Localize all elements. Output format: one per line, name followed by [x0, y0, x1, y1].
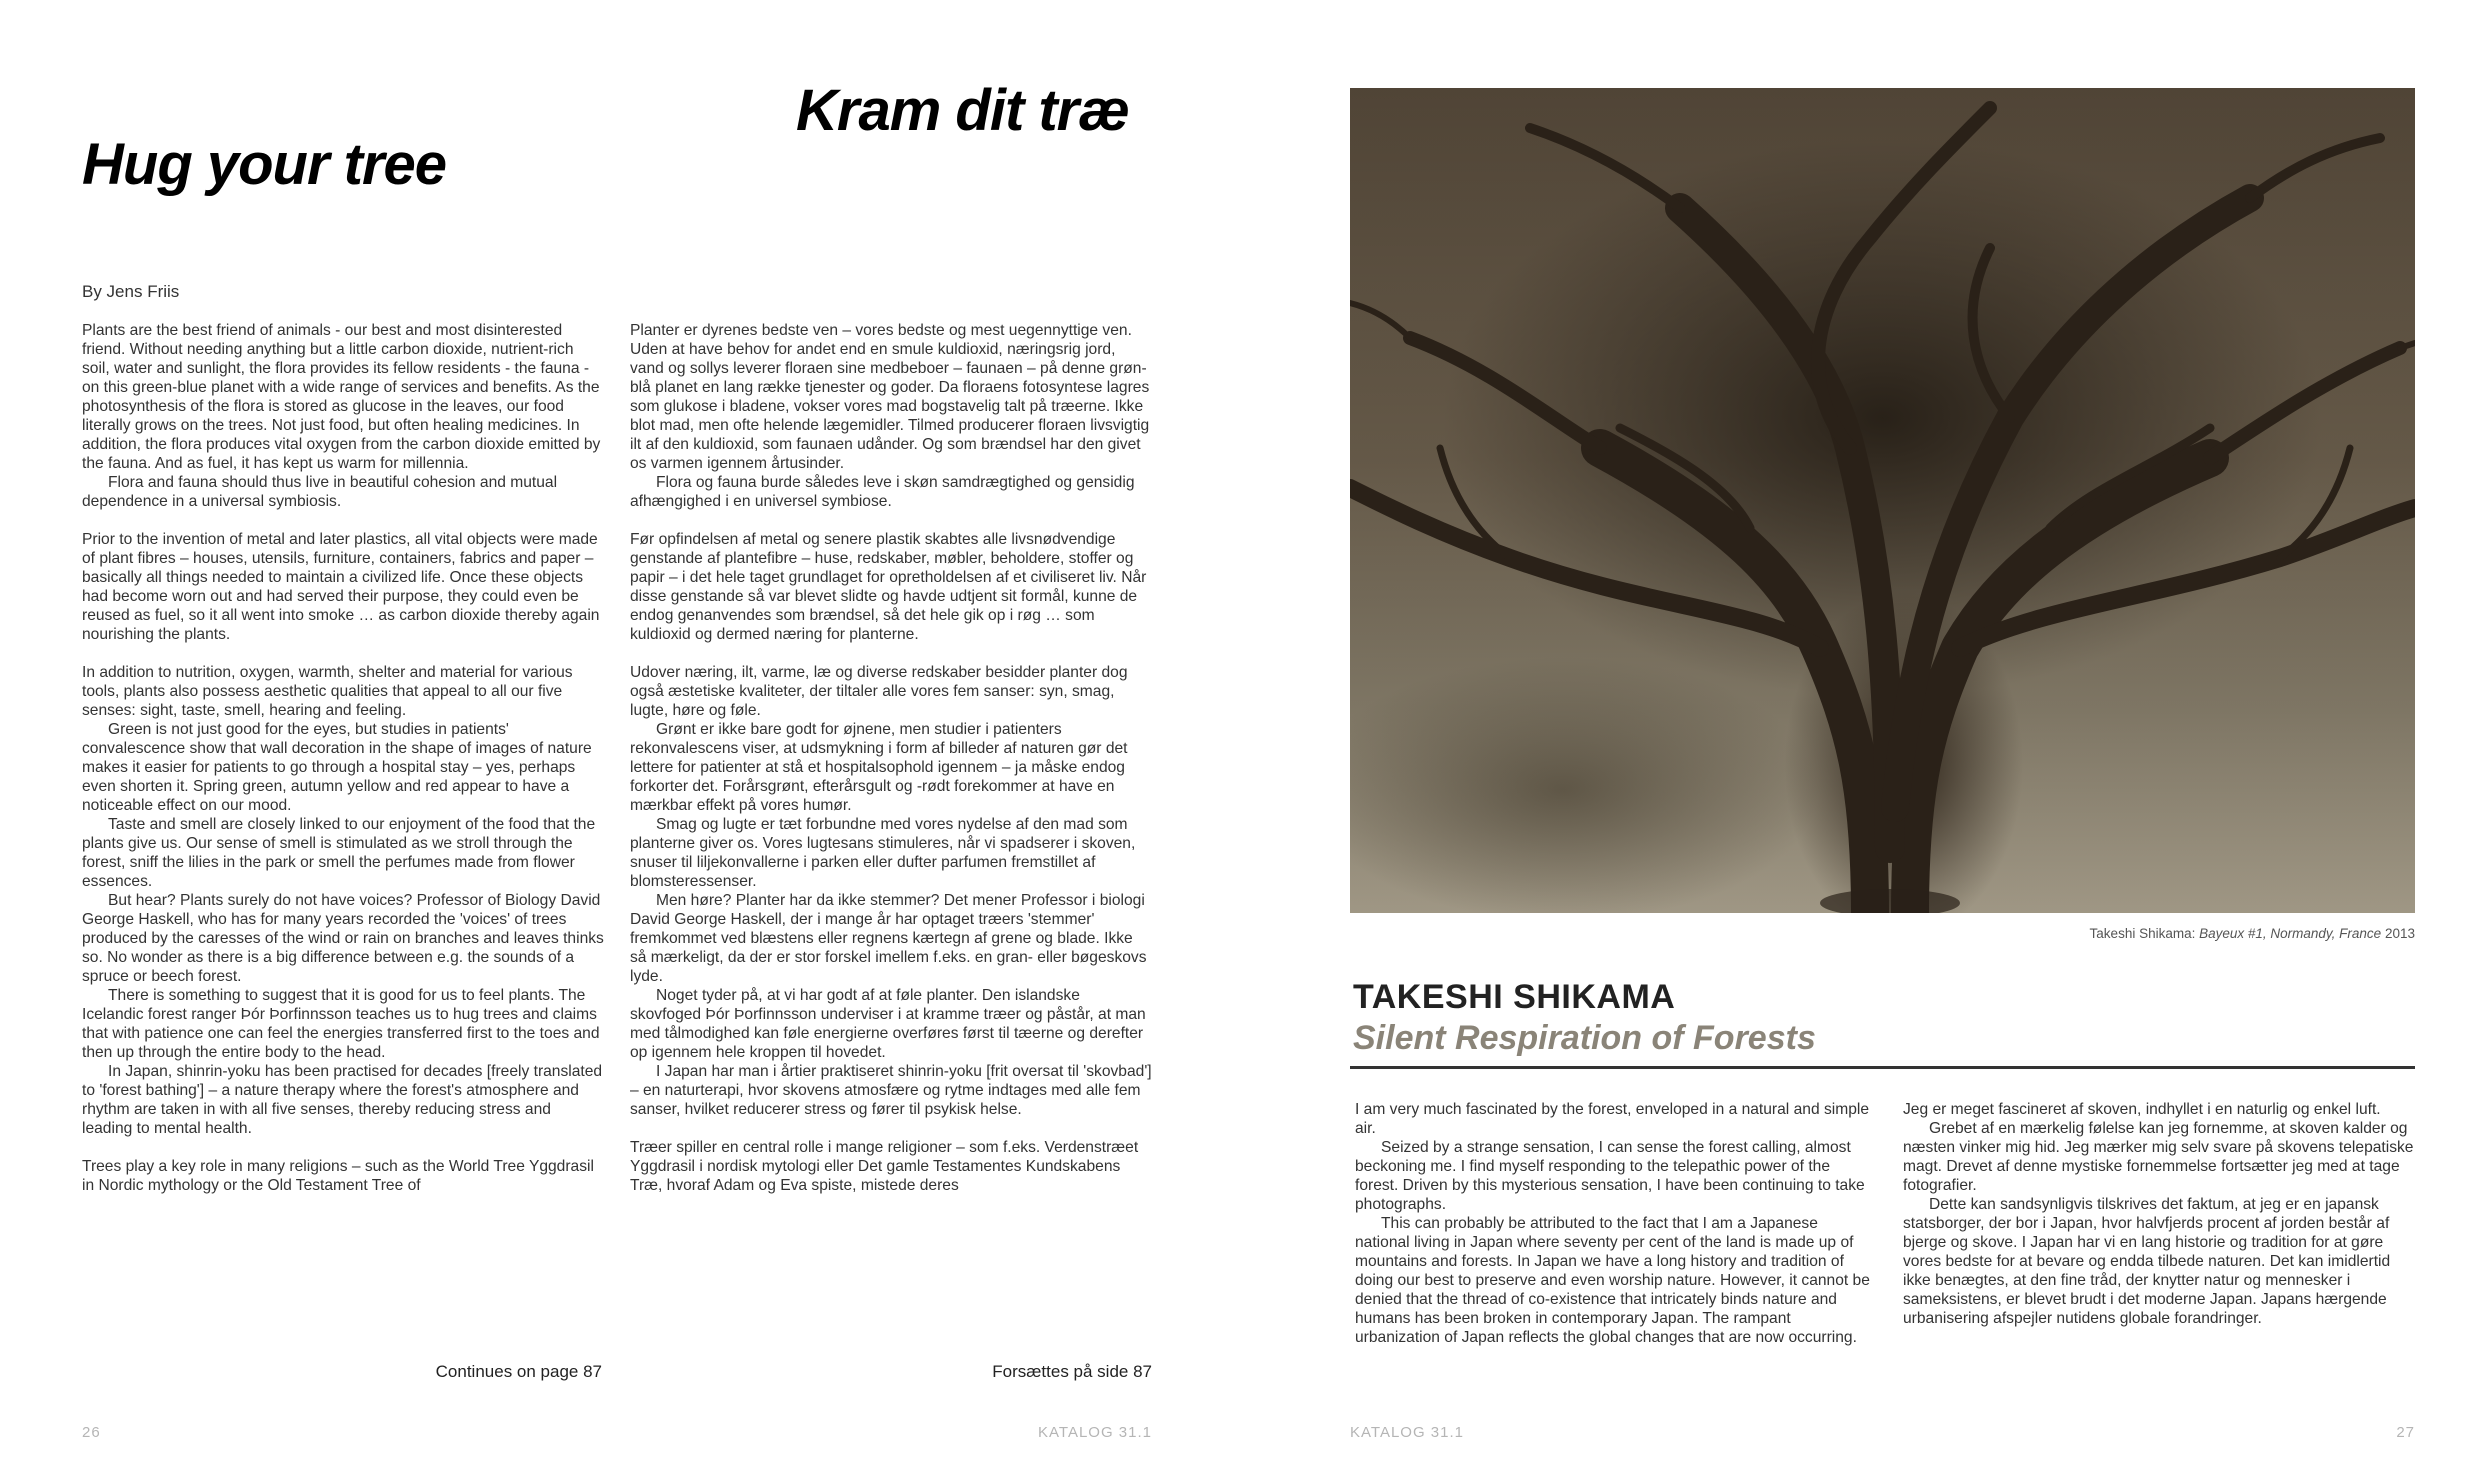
- magazine-name-left: KATALOG 31.1: [1038, 1424, 1152, 1441]
- article-paragraph: Trees play a key role in many religions – such as the World Tree Yggdrasil in Nordic mythology or the Old Testament Tree of: [82, 1158, 594, 1194]
- article-paragraph: But hear? Plants surely do not have voices? Professor of Biology David George Haskell, who has for many years recorded the 'voices' of trees produced by the caresses of the wind or rain on branches and leaves thinks so. No wonder as there is a big difference between e.g. the sounds of a spruce or beech forest.: [82, 892, 604, 985]
- article-paragraph: Udover næring, ilt, varme, læ og diverse redskaber besidder planter dog også æstetiske kvaliteter, der tiltaler alle vores fem sanser: syn, smag, lugte, høre og føle.: [630, 664, 1128, 719]
- article-paragraph: Men høre? Planter har da ikke stemmer? Det mener Professor i biologi David George Haskell, der i mange år har optaget træers 'stemmer' fremkommet ved blæstens eller regnens kærtegn af grene og blade. Ikke så mærkeligt, da der er stor forskel imellem f.eks. en gran- eller bøgeskovs lyde.: [630, 892, 1147, 985]
- article-paragraph: Green is not just good for the eyes, but studies in patients' convalescence show that wall decoration in the shape of images of nature makes it easier for patients to go through a hospital stay – yes, perhaps even shorten it. Spring green, autumn yellow and red appear to have a noticeable effect on our mood.: [82, 721, 592, 814]
- article-paragraph: Træer spiller en central rolle i mange religioner – som f.eks. Verdenstræet Yggdrasil i nordisk mytologi eller Det gamle Testamentes Kundskabens Træ, hvoraf Adam og Eva spiste, mistede deres: [630, 1139, 1139, 1194]
- article-paragraph: Plants are the best friend of animals - our best and most disinterested friend. Without needing anything but a little carbon dioxide, nutrient-rich soil, water and sunlight, the flora provides its fellow residents - the fauna - on this green-blue planet with a wide range of services and benefits. As the photosynthesis of the flora is stored as glucose in the leaves, our food literally grows on the trees. Not just food, but often healing medicines. In addition, the flora produces vital oxygen from the carbon dioxide emitted by the fauna. And as fuel, it has kept us warm for millennia.: [82, 322, 601, 472]
- heading-rule: [1350, 1066, 2415, 1069]
- caption-title: Bayeux #1, Normandy, France: [2199, 926, 2382, 941]
- article-paragraph: In Japan, shinrin-yoku has been practised for decades [freely translated to 'forest bathing'] – a nature therapy where the forest's atmosphere and rhythm are taken in with all five senses, thereby reducing stress and leading to mental health.: [82, 1063, 603, 1137]
- artist-name: TAKESHI SHIKAMA: [1353, 978, 1676, 1016]
- article-paragraph: I am very much fascinated by the forest, enveloped in a natural and simple air.: [1355, 1101, 1870, 1137]
- series-subtitle: Silent Respiration of Forests: [1353, 1019, 1816, 1057]
- article-paragraph: Før opfindelsen af metal og senere plastik skabtes alle livsnødvendige genstande af plantefibre – huse, redskaber, møbler, beholdere, stoffer og papir – i det hele taget grundlaget for opretholdelsen af et civiliseret liv. Når disse genstande så var blevet slidte og havde udtjent sit formål, kunne de endog genanvendes som brændsel, så det hele gik op i røg … som kuldioxid og dermed næring for planterne.: [630, 531, 1147, 643]
- page-number-left: 26: [82, 1424, 101, 1441]
- page-number-right: 27: [2396, 1424, 2415, 1441]
- article-paragraph: There is something to suggest that it is good for us to feel plants. The Icelandic forest ranger Þór Þorfinnsson teaches us to hug trees and claims that with patience one can feel the energies transferred first to the toes and then up through the entire body to the head.: [82, 987, 600, 1061]
- article-paragraph: Prior to the invention of metal and later plastics, all vital objects were made of plant fibres – houses, utensils, furniture, containers, fabrics and paper – basically all things needed to maintain a civilized life. Once these objects had become worn out and had served their purpose, they could even be reused as fuel, so it all went into smoke … as carbon dioxide thereby again nourishing the plants.: [82, 531, 600, 643]
- article-paragraph: I Japan har man i årtier praktiseret shinrin-yoku [frit oversat til 'skovbad'] – en naturterapi, hvor skovens atmosfære og rytme indtages med alle fem sanser, hvilket reducerer stress og fører til psykisk helse.: [630, 1063, 1152, 1118]
- continues-link-english[interactable]: Continues on page 87: [435, 1362, 602, 1381]
- article-paragraph: Flora and fauna should thus live in beautiful cohesion and mutual dependence in a universal symbiosis.: [82, 474, 558, 510]
- title-danish: Kram dit træ: [796, 78, 1129, 143]
- article-paragraph: Planter er dyrenes bedste ven – vores bedste og mest uegennyttige ven. Uden at have behov for andet end en smule kuldioxid, næringsrig jord, vand og sollys leverer floraen sine medbeboer – faunaen – på denne grøn-blå planet en lang række tjenester og goder. Da floraens fotosyntese lagres som glukose i bladene, vokser vores mad bogstavelig talt på træerne. Ikke blot mad, men ofte helende lægemidler. Tilmed producerer floraen livsvigtig ilt af den kuldioxid, som faunaen udånder. Og som brændsel har den givet os varmen igennem årtusinder.: [630, 322, 1150, 472]
- article-paragraph: Grebet af en mærkelig følelse kan jeg fornemme, at skoven kalder og næsten vinker mig hid. Jeg mærker mig selv svare på skovens telepatiske magt. Drevet af denne mystiske fornemmelse fortsætter jeg med at tage fotografier.: [1903, 1120, 2414, 1194]
- article-paragraph: Grønt er ikke bare godt for øjnene, men studier i patienters rekonvalescens viser, at udsmykning i form af billeder af naturen gør det lettere for patienter at stå et hospitalsophold igennem – ja måske endog forkorter det. Forårsgrønt, efterårsgult og -rødt forekommer at have en mærkbar effekt på vores humør.: [630, 721, 1128, 814]
- byline: By Jens Friis: [82, 282, 180, 301]
- article-paragraph: Flora og fauna burde således leve i skøn samdrægtighed og gensidig afhængighed i en universel symbiose.: [630, 474, 1135, 510]
- magazine-name-right: KATALOG 31.1: [1350, 1424, 1464, 1441]
- article-paragraph: Jeg er meget fascineret af skoven, indhyllet i en naturlig og enkel luft.: [1903, 1101, 2381, 1118]
- danish-article-column: [630, 321, 1152, 1336]
- article-paragraph: This can probably be attributed to the fact that I am a Japanese national living in Japan where seventy per cent of the land is made up of mountains and forests. In Japan we have a long history and tradition of doing our best to preserve and even worship nature. However, it cannot be denied that the thread of co-existence that intricately binds nature and humans has been broken in contemporary Japan. The rampant urbanization of Japan reflects the global changes that are now occurring.: [1355, 1215, 1870, 1346]
- caption-prefix: Takeshi Shikama:: [2089, 926, 2200, 941]
- title-english: Hug your tree: [82, 132, 447, 197]
- artist-statement-danish: [1903, 1100, 2415, 1400]
- english-article-column: [82, 321, 604, 1336]
- article-paragraph: Seized by a strange sensation, I can sense the forest calling, almost beckoning me. I find myself responding to the telepathic power of the forest. Driven by this mysterious sensation, I have been continuing to take photographs.: [1355, 1139, 1865, 1213]
- caption-year: 2013: [2381, 926, 2415, 941]
- article-paragraph: In addition to nutrition, oxygen, warmth, shelter and material for various tools, plants also possess aesthetic qualities that appeal to all our five senses: sight, taste, smell, hearing and feeling.: [82, 664, 573, 719]
- article-paragraph: Noget tyder på, at vi har godt af at føle planter. Den islandske skovfoged Þór Þorfinnsson underviser i at kramme træer og påstår, at man med tålmodighed kan føle energierne overføres først til tæerne og derefter op igennem hele kroppen til hovedet.: [630, 987, 1146, 1061]
- tree-photograph: [1350, 88, 2415, 913]
- article-paragraph: Dette kan sandsynligvis tilskrives det faktum, at jeg er en japansk statsborger, der bor i Japan, hvor halvfjerds procent af jorden består af bjerge og skove. I Japan har vi en lang historie og tradition for at gøre vores bedste for at bevare og endda tilbede naturen. Det kan imidlertid ikke benægtes, at den fine tråd, der knytter natur og mennesker i sameksistens, er blevet brudt i det moderne Japan. Japans hærgende urbanisering afspejler nutidens globale forandringer.: [1903, 1196, 2391, 1327]
- continues-link-danish[interactable]: Forsættes på side 87: [992, 1362, 1152, 1381]
- artist-statement-english: [1355, 1100, 1875, 1400]
- article-paragraph: Smag og lugte er tæt forbundne med vores nydelse af den mad som planterne giver os. Vores lugtesans stimuleres, når vi spadserer i skoven, snuser til liljekonvallerne i parken eller dufter parfumen fremstillet af blomsteressenser.: [630, 816, 1136, 890]
- article-paragraph: Taste and smell are closely linked to our enjoyment of the food that the plants give us. Our sense of smell is stimulated as we stroll through the forest, sniff the lilies in the park or smell the perfumes made from flower essences.: [82, 816, 596, 890]
- tree-silhouette: [1350, 88, 2415, 913]
- photo-caption: [1350, 926, 2415, 941]
